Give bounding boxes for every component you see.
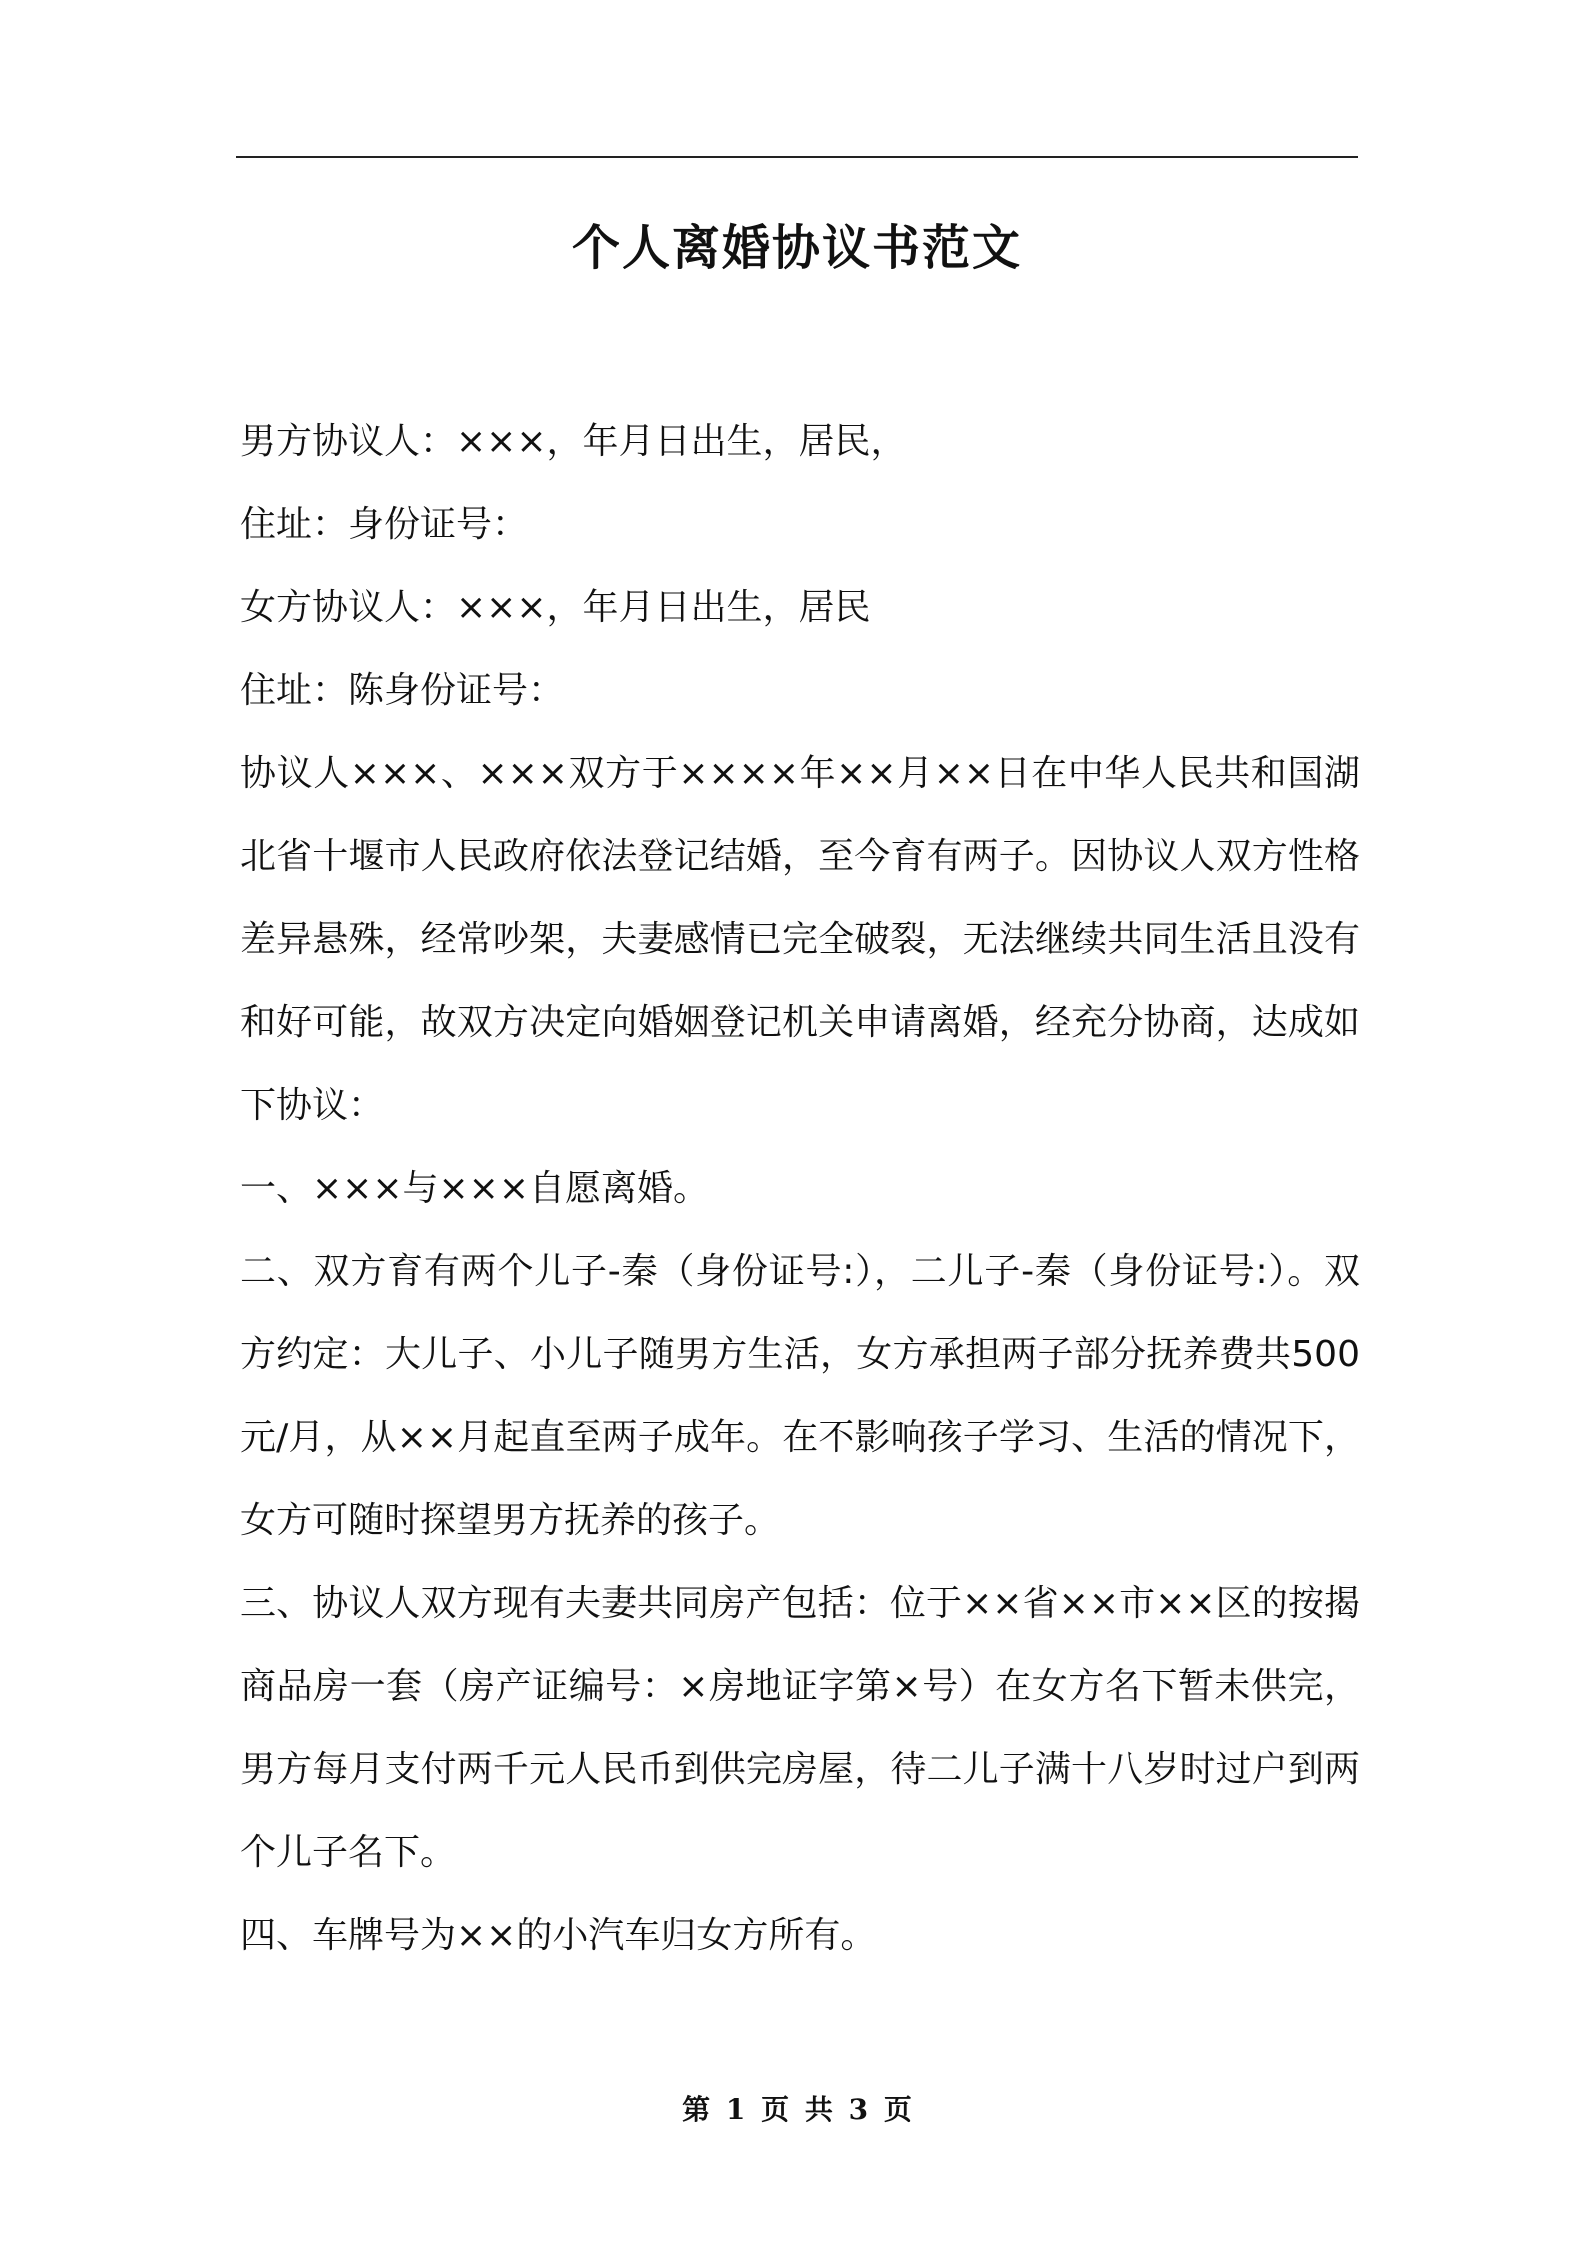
header-divider [236, 156, 1358, 158]
document-body [240, 400, 1360, 1977]
paragraph-male-party: 男方协议人：×××，年月日出生，居民， [240, 421, 907, 462]
paragraph-female-address: 住址：陈身份证号： [240, 670, 565, 711]
paragraph-clause-3: 三、协议人双方现有夫妻共同房产包括：位于××省××市××区的按揭商品房一套（房产证编号：×房地证字第×号）在女方名下暂未供完，男方每月支付两千元人民币到供完房屋，待二儿子满十八岁时过户到两个儿子名下。 [240, 1583, 1360, 1873]
page-number-footer: 第 1 页 共 3 页 [682, 2093, 912, 2126]
paragraph-clause-1: 一、×××与×××自愿离婚。 [240, 1168, 709, 1209]
document-title: 个人离婚协议书范文 [571, 220, 1022, 276]
paragraph-clause-2: 二、双方育有两个儿子-秦（身份证号:），二儿子-秦（身份证号:）。双方约定：大儿子、小儿子随男方生活，女方承担两子部分抚养费共500元/月，从××月起直至两子成年。在不影响孩子学习、生活的情况下，女方可随时探望男方抚养的孩子。 [240, 1251, 1360, 1541]
paragraph-preamble: 协议人×××、×××双方于××××年××月××日在中华人民共和国湖北省十堰市人民政府依法登记结婚，至今育有两子。因协议人双方性格差异悬殊，经常吵架，夫妻感情已完全破裂，无法继续共同生活且没有和好可能，故双方决定向婚姻登记机关申请离婚，经充分协商，达成如下协议： [240, 753, 1360, 1126]
paragraph-clause-4: 四、车牌号为××的小汽车归女方所有。 [240, 1915, 877, 1956]
paragraph-male-address: 住址：身份证号： [240, 504, 529, 545]
paragraph-female-party: 女方协议人：×××，年月日出生，居民 [240, 587, 871, 628]
